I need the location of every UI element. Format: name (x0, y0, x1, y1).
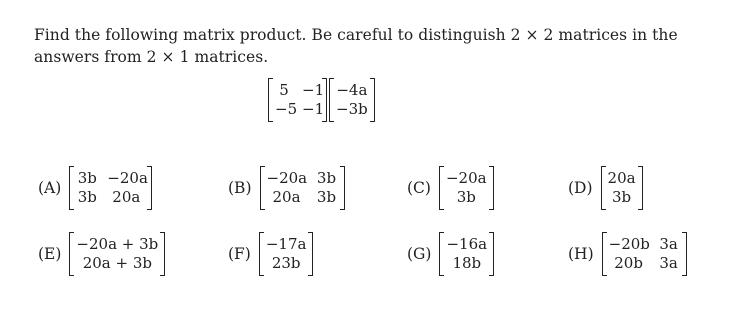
matrix-entry: 5 (279, 81, 289, 99)
matrix-row (446, 169, 487, 188)
right-matrix (329, 78, 375, 122)
question-text (34, 24, 724, 68)
matrix-row (608, 169, 636, 188)
matrix-row (266, 254, 307, 273)
matrix-entry: 20a (272, 188, 301, 206)
matrix-entry: 3a (659, 254, 678, 272)
matrix-entry: 3b (456, 188, 476, 206)
matrix-entry: 3b (77, 188, 97, 206)
matrix-entry: 20b (614, 254, 643, 272)
matrix-entry: −20a + 3b (76, 235, 159, 253)
question-line-2: answers from 2 × 1 matrices. (34, 48, 269, 66)
choice-matrix (439, 232, 494, 276)
choice-label: (G) (407, 245, 432, 263)
choice-e[interactable] (38, 232, 165, 276)
matrix-row (446, 254, 487, 273)
choice-matrix (260, 166, 345, 210)
choice-b[interactable] (228, 166, 345, 210)
choice-h[interactable] (568, 232, 687, 276)
choice-g[interactable] (407, 232, 494, 276)
choice-matrix (601, 166, 643, 210)
choice-label: (C) (407, 179, 431, 197)
matrix-entry: 23b (271, 254, 301, 272)
matrix-entry: −3b (336, 100, 368, 118)
matrix-entry: 20a (112, 188, 141, 206)
choice-matrix (69, 232, 165, 276)
matrix-entry: 3b (77, 169, 97, 187)
matrix-row (266, 235, 307, 254)
matrix-row (446, 188, 487, 207)
choice-matrix (259, 232, 314, 276)
matrix-row (275, 81, 325, 100)
matrix-entry: −20a (107, 169, 148, 187)
matrix-row (446, 235, 487, 254)
matrix-product (268, 78, 375, 122)
matrix-row (76, 188, 145, 207)
matrix-entry: −5 (275, 100, 298, 118)
choice-a[interactable] (38, 166, 152, 210)
choice-label: (E) (38, 245, 62, 263)
choice-f[interactable] (228, 232, 313, 276)
matrix-row (608, 188, 636, 207)
matrix-entry: 18b (452, 254, 482, 272)
matrix-row (76, 235, 158, 254)
matrix-entry: −20a (445, 169, 487, 187)
choice-matrix (602, 232, 687, 276)
matrix-row (76, 169, 148, 188)
matrix-entry: −20b (608, 235, 650, 253)
choice-label: (A) (38, 179, 62, 197)
matrix-row (609, 254, 680, 273)
matrix-entry: −4a (336, 81, 368, 99)
matrix-entry: 3b (316, 188, 337, 206)
matrix-row (336, 100, 368, 119)
matrix-row (275, 100, 325, 119)
choice-matrix (69, 166, 152, 210)
matrix-entry: 3a (659, 235, 678, 253)
matrix-row (609, 235, 680, 254)
matrix-row (76, 254, 158, 273)
matrix-row (267, 188, 338, 207)
choice-label: (F) (228, 245, 251, 263)
choice-label: (B) (228, 179, 252, 197)
matrix-entry: −16a (446, 235, 488, 253)
matrix-entry: −20a (266, 169, 308, 187)
choice-d[interactable] (568, 166, 643, 210)
matrix-entry: −1 (302, 81, 325, 99)
choice-matrix (439, 166, 494, 210)
choice-label: (D) (568, 179, 593, 197)
matrix-entry: 20a (607, 169, 636, 187)
matrix-entry: −17a (265, 235, 307, 253)
matrix-entry: 3b (316, 169, 337, 187)
question-line-1: Find the following matrix product. Be careful to distinguish 2 × 2 matrices in the (34, 26, 678, 44)
choice-label: (H) (568, 245, 594, 263)
matrix-row (267, 169, 338, 188)
left-matrix (268, 78, 327, 122)
matrix-entry: −1 (302, 100, 325, 118)
matrix-entry: 20a + 3b (82, 254, 152, 272)
choice-c[interactable] (407, 166, 494, 210)
matrix-entry: 3b (611, 188, 632, 206)
matrix-row (336, 81, 368, 100)
